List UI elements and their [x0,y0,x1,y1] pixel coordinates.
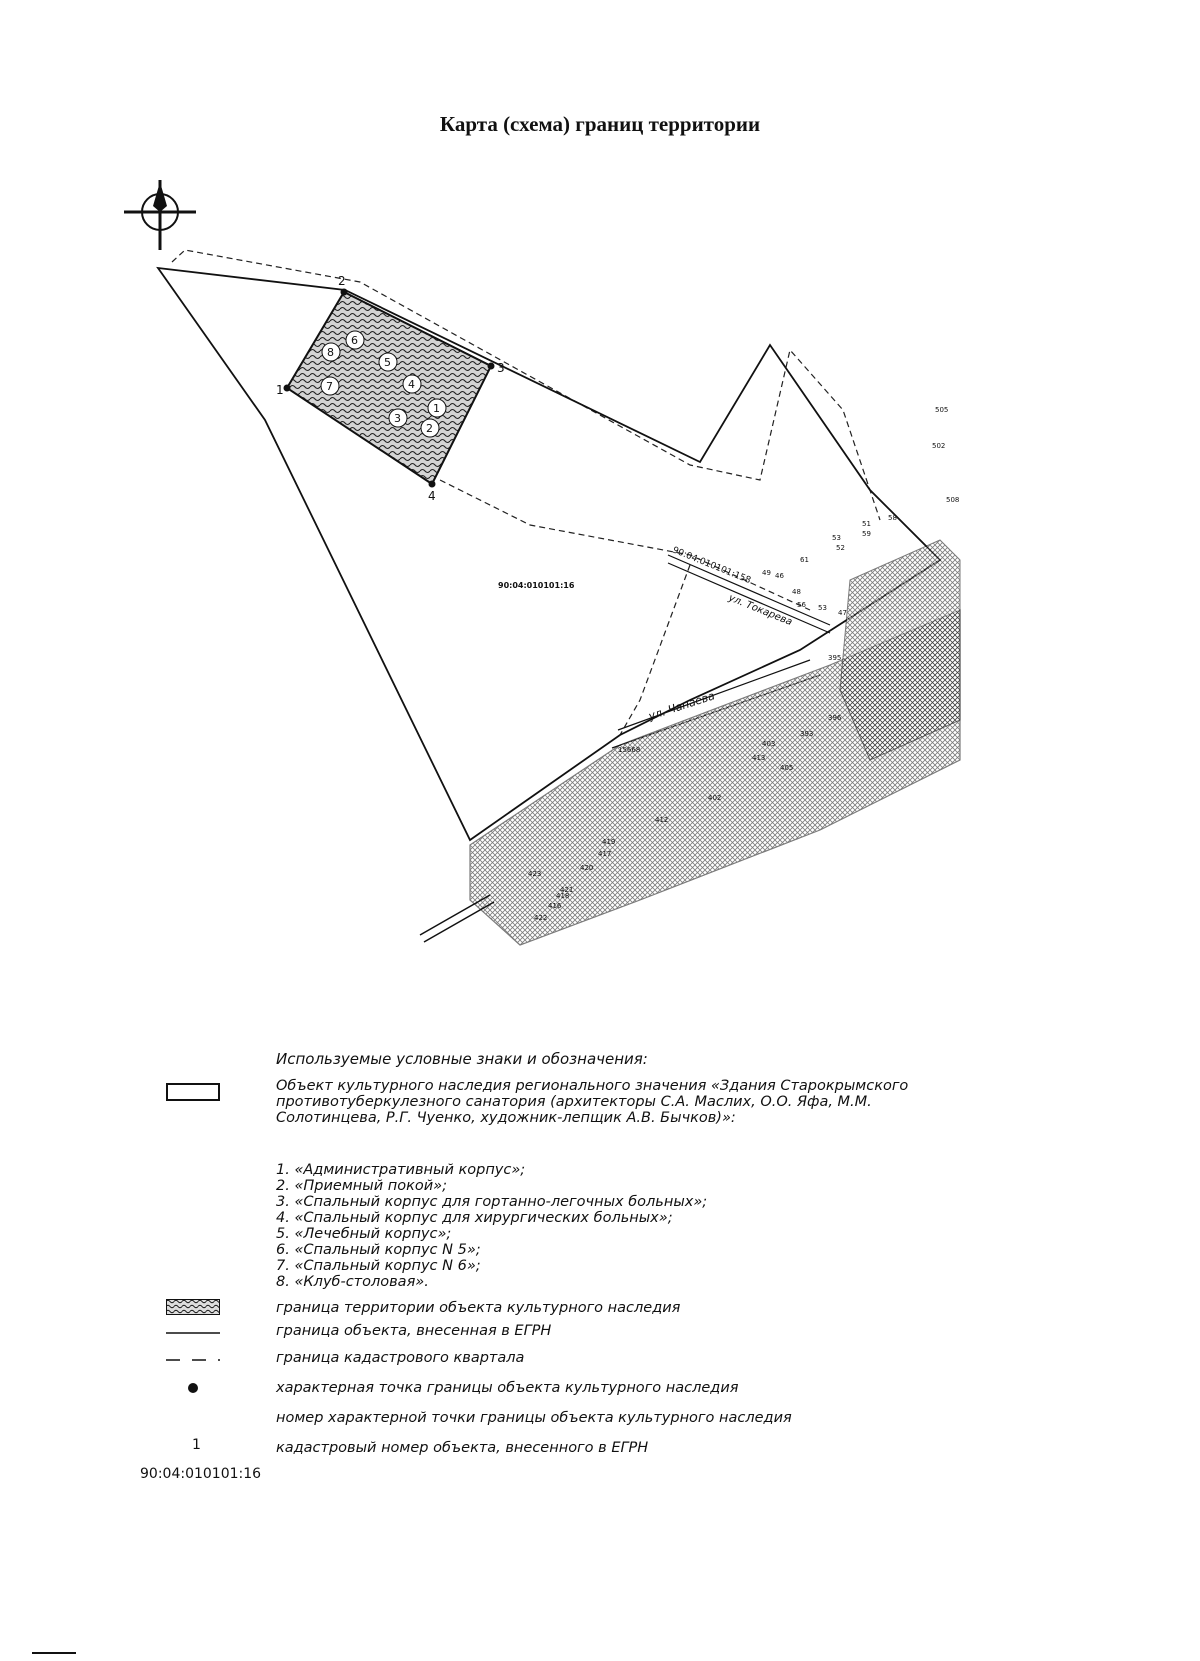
point-label: 413 [752,754,766,762]
heritage-object-item: 5. «Лечебный корпус»; [276,1226,452,1242]
boundary-point-label-4: 4 [428,489,436,503]
building-4 [403,375,421,393]
page-title: Карта (схема) границ территории [439,112,761,136]
heritage-objects-list [276,1162,707,1290]
legend-cadastral-code-text: кадастровый номер объекта, внесенного в ЕГРН [276,1440,649,1456]
point-label: 53 [832,534,841,542]
building-1 [428,399,446,417]
legend-egrn-text: граница объекта, внесенная в ЕГРН [276,1323,552,1339]
building-5 [379,353,397,371]
building-label-3: 3 [394,412,401,425]
cadastral-quarter-boundary-inner [440,480,810,610]
point-label: 405 [780,764,794,772]
boundary-point-label-2: 2 [338,274,346,288]
north-arrow-icon [124,180,196,250]
point-label: 412 [655,816,669,824]
point-label: 423 [528,870,542,878]
boundary-point-2 [341,289,348,296]
point-label: 422 [534,914,548,922]
street-label-chapaeva: ул. Чапаева [646,689,717,723]
point-label: 502 [932,442,946,450]
legend-territory-symbol [166,1299,220,1315]
point-label: 396 [828,714,842,722]
point-label: 47 [838,609,847,617]
legend-point-symbol [186,1381,200,1395]
boundary-point-1 [284,385,291,392]
point-label: 46 [775,572,784,580]
legend-point-number-text: номер характерной точки границы объекта культурного наследия [276,1410,792,1426]
building-label-2: 2 [426,422,433,435]
point-label: 508 [946,496,960,504]
building-6 [346,331,364,349]
point-label: 420 [580,864,594,872]
parcel-number-label: 90:04:010101:16 [498,581,575,590]
point-label: 59 [862,530,871,538]
building-label-7: 7 [326,380,333,393]
heritage-territory [287,292,491,484]
legend-egrn-line-symbol [166,1330,220,1336]
point-label: 49 [762,569,771,577]
legend-object-text: Объект культурного наследия регионального значения «Здания Старокрымского противотуберкулезного санатория (архитекторы С.А. Маслих, О.О. Яфа, М.М. Солотинцева, Р.Г. Чуенко, художник-лепщик А.В. Бычков)»: [276,1078,909,1126]
point-label: 505 [935,406,949,414]
point-label: 421 [560,886,574,894]
point-label: 395 [828,654,842,662]
point-label: 52 [836,544,845,552]
point-label: 51 [862,520,871,528]
point-label: 403 [762,740,776,748]
heritage-object-item: 8. «Клуб-столовая». [276,1274,429,1290]
point-label: 417 [598,850,612,858]
legend-point-text: характерная точка границы объекта культурного наследия [276,1380,739,1396]
heritage-object-item: 4. «Спальный корпус для хирургических больных»; [276,1210,673,1226]
urban-block-east [840,540,960,760]
boundary-point-3 [488,363,495,370]
legend-territory-text: граница территории объекта культурного наследия [276,1300,681,1316]
point-label: 393 [800,730,814,738]
point-label: 56 [797,601,806,609]
point-label: 402 [708,794,722,802]
point-label: 48 [792,588,801,596]
point-label: 419 [602,838,616,846]
heritage-object-item: 7. «Спальный корпус N 6»; [276,1258,481,1274]
building-7 [321,377,339,395]
street-label-tokareva: ул. Токарева [726,592,794,629]
building-label-8: 8 [327,346,334,359]
building-label-6: 6 [351,334,358,347]
heritage-object-item: 2. «Приемный покой»; [276,1178,447,1194]
legend-quarter-text: граница кадастрового квартала [276,1350,525,1366]
point-label: 416 [548,902,562,910]
point-label: 61 [800,556,809,564]
point-label: 53 [818,604,827,612]
legend-object-rect-symbol [166,1083,220,1101]
page-footer-rule [32,1652,76,1654]
heritage-object-item: 1. «Административный корпус»; [276,1162,526,1178]
heritage-object-item: 3. «Спальный корпус для гортанно-легочных больных»; [276,1194,708,1210]
neighbor-parcel-label: 90:04:010101:158 [670,545,753,587]
point-label: 15668 [618,746,641,754]
point-label: 418 [556,892,570,900]
road-strip [668,555,830,633]
legend-heading: Используемые условные знаки и обозначения: [276,1050,648,1068]
heritage-object-item: 6. «Спальный корпус N 5»; [276,1242,481,1258]
building-2 [421,419,439,437]
legend-point-number-sample: 1 [192,1437,201,1453]
boundary-point-label-3: 3 [497,361,505,375]
point-label: 58 [888,514,897,522]
building-label-5: 5 [384,356,391,369]
building-3 [389,409,407,427]
building-label-1: 1 [433,402,440,415]
legend-quarter-line-symbol [166,1357,220,1363]
boundary-point-4 [429,481,436,488]
legend-cadastral-code-sample: 90:04:010101:16 [140,1466,262,1482]
building-8 [322,343,340,361]
boundary-point-label-1: 1 [276,383,284,397]
building-label-4: 4 [408,378,415,391]
